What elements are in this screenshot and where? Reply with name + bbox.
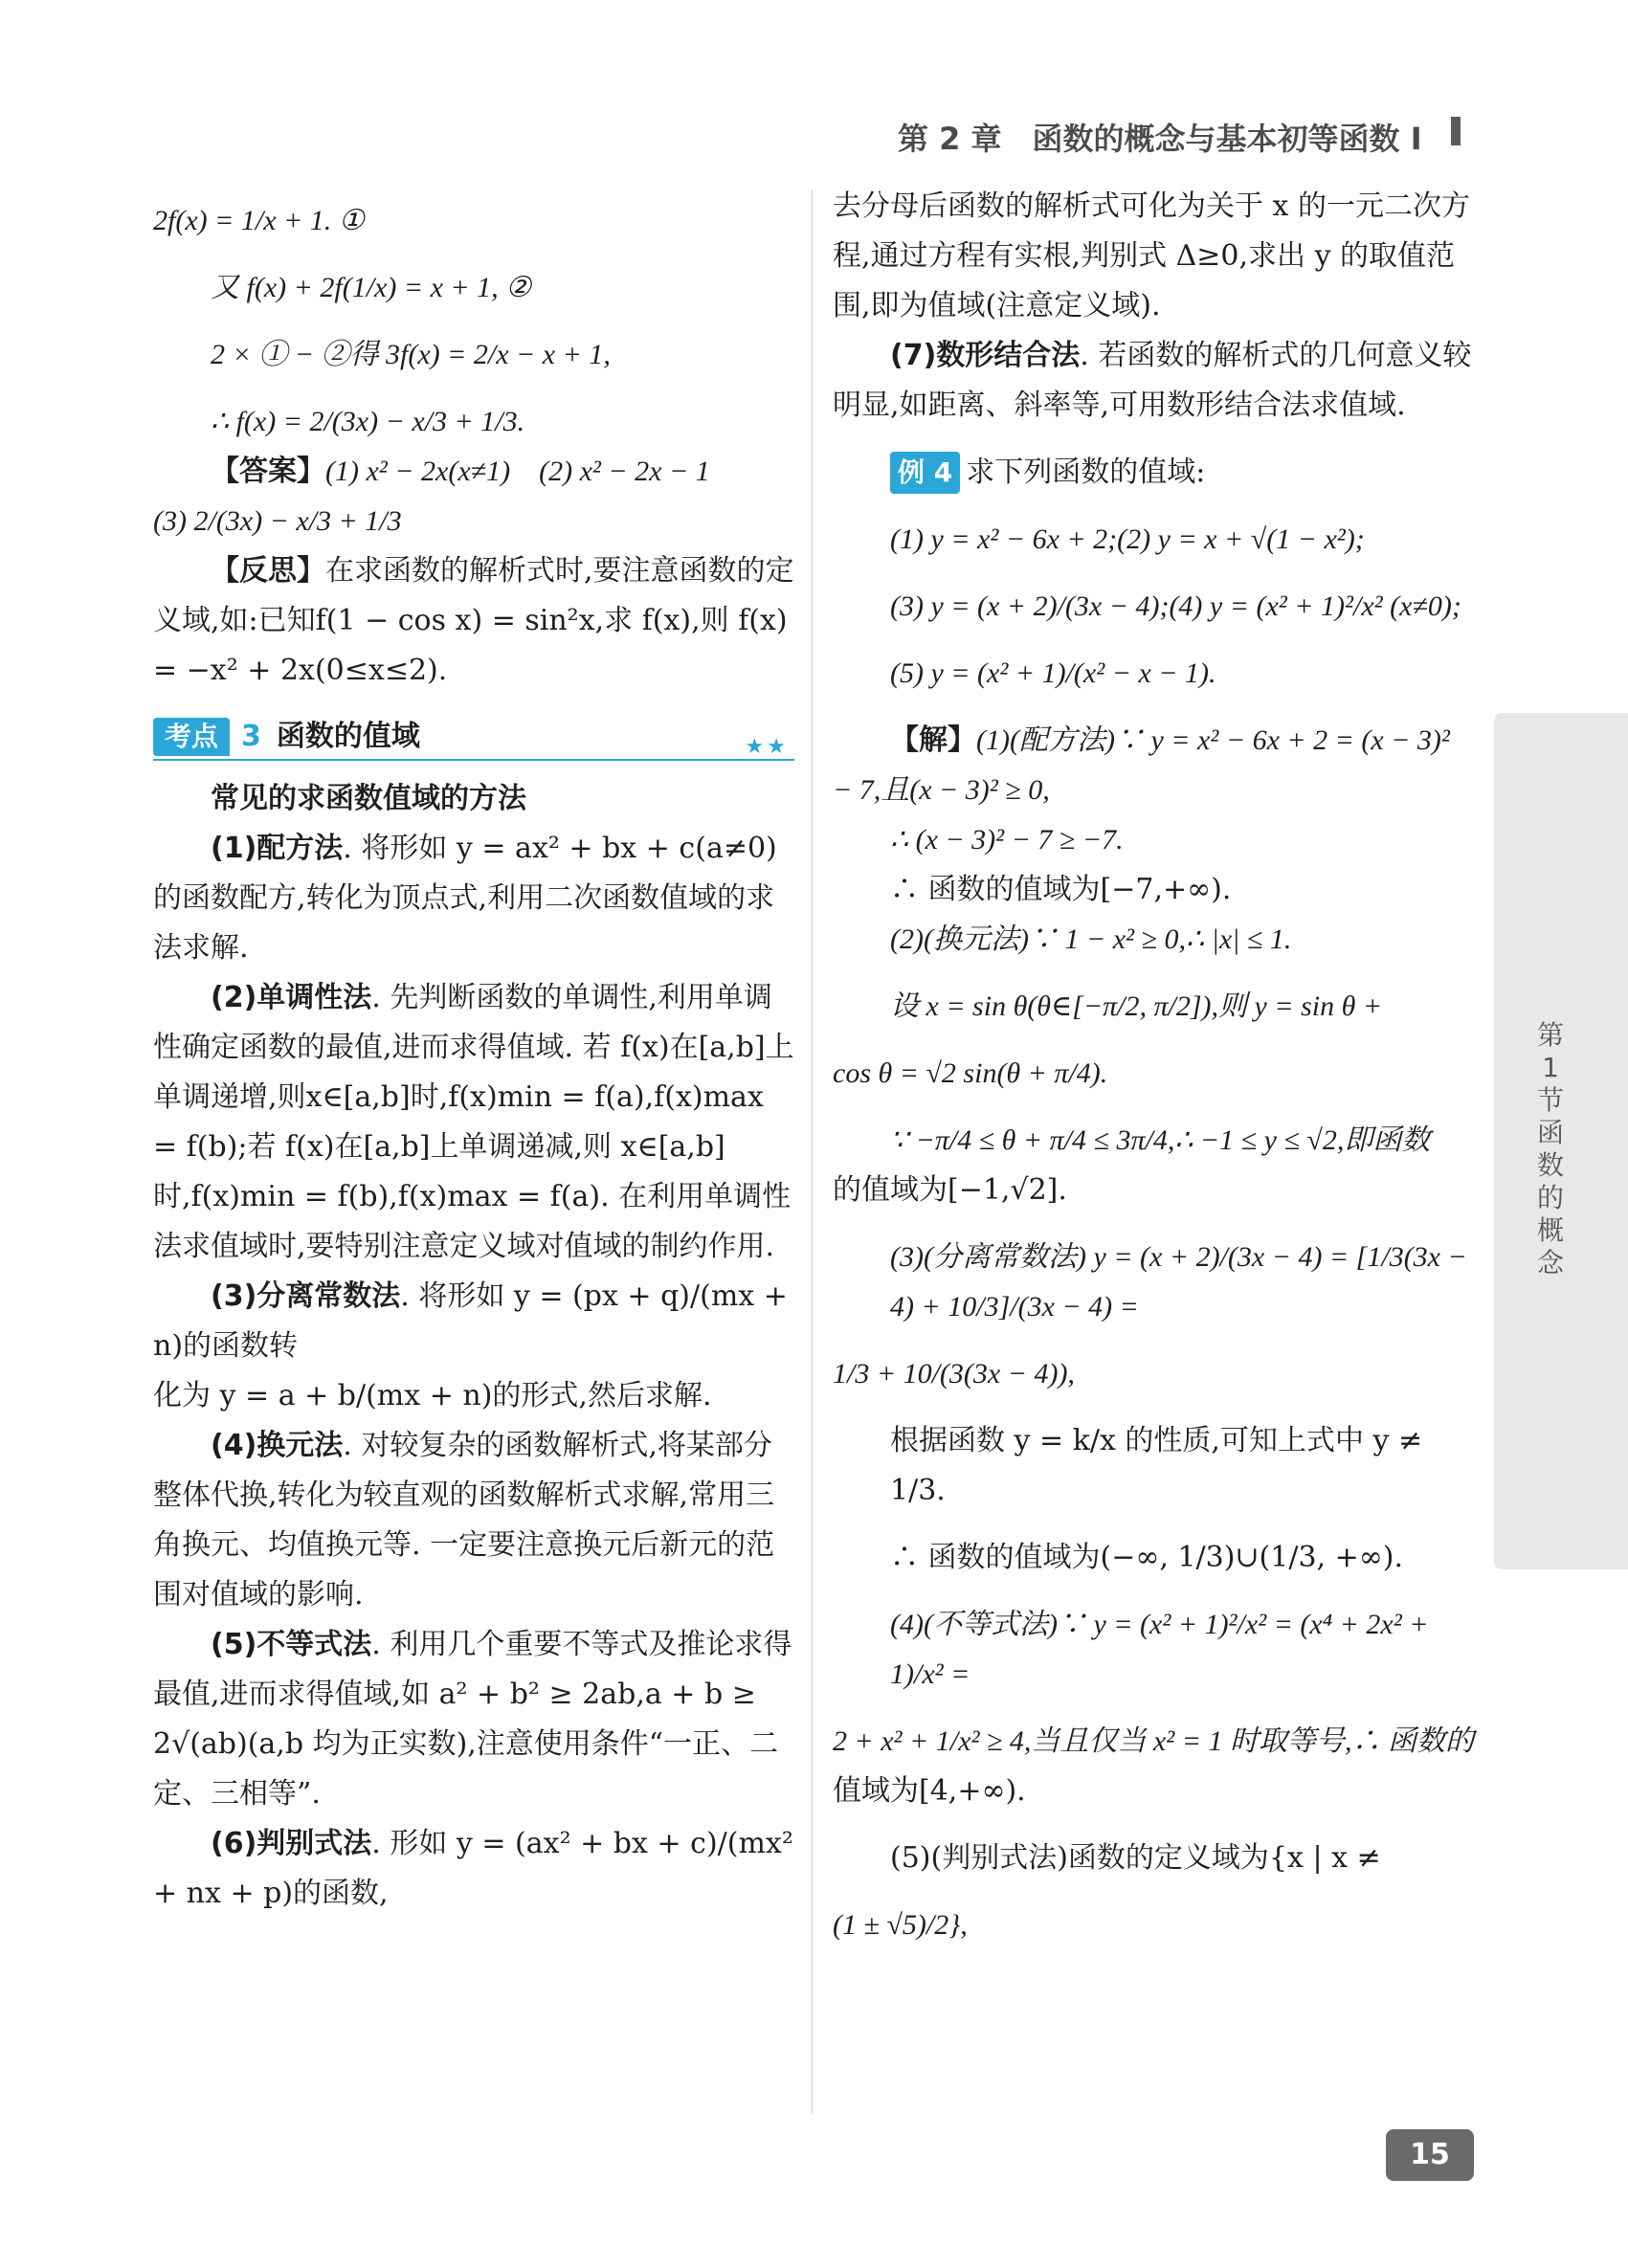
page-number: 15 <box>1386 2129 1474 2181</box>
left-column <box>153 196 794 1919</box>
header-bar <box>1451 117 1461 145</box>
answer-part-3: (3) 2/(3x) − x/3 + 1/3 <box>153 505 402 537</box>
method-4-text: . 对较复杂的函数解析式,将某部分整体代换,转化为较直观的函数解析式求解,常用三角换元、均值换元等. 一定要注意换元后新元的范围对值域的影响. <box>153 1429 775 1612</box>
side-tab-label: 第1节 函数的概念 <box>1536 1019 1564 1279</box>
method-2-text: . 先判断函数的单调性,利用单调性确定函数的最值,进而求得值域. 若 f(x)在[a,b]上单调递增,则x∈[a,b]时,f(x)min = f(a),f(x)max = f(b);若 f(x)在[a,b]上单调递减,则 x∈[a,b]时,f(x)min = f(b),f(x)max = f(a). 在利用单调性法求值域时,要特别注意定义域对值域的制约作用. <box>153 981 794 1263</box>
solution-12: ∴ 函数的值域为(−∞, 1/3)∪(1/3, +∞). <box>890 1541 1403 1574</box>
solution-11: 根据函数 y = k/x 的性质,可知上式中 y ≠ 1/3. <box>890 1424 1423 1507</box>
method-5 <box>153 1620 794 1819</box>
method-7 <box>833 331 1476 431</box>
solution-3: ∴ 函数的值域为[−7,+∞). <box>890 873 1232 906</box>
solution-16: (5)(判别式法)函数的定义域为{x | x ≠ <box>890 1841 1381 1875</box>
example-q2: (3) y = (x + 2)/(3x − 4);(4) y = (x² + 1)²/x² (x≠0); <box>890 590 1461 622</box>
solution-1 <box>833 716 1476 815</box>
answer-text: (1) x² − 2x(x≠1) (2) x² − 2x − 1 <box>325 456 710 487</box>
reflect-label: 【反思】 <box>211 554 325 588</box>
solution-17: (1 ± √5)/2}, <box>833 1909 968 1941</box>
method-3 <box>153 1272 794 1371</box>
example-q1: (1) y = x² − 6x + 2;(2) y = x + √(1 − x²); <box>890 523 1365 555</box>
solution-10: 1/3 + 10/(3(3x − 4)), <box>833 1358 1075 1390</box>
method-3-cont: 化为 y = a + b/(mx + n)的形式,然后求解. <box>153 1379 712 1412</box>
method-7-text: . 若函数的解析式的几何意义较明显,如距离、斜率等,可用数形结合法求值域. <box>833 339 1472 422</box>
methods-subtitle: 常见的求函数值域的方法 <box>211 782 526 815</box>
example-q3: (5) y = (x² + 1)/(x² − x − 1). <box>890 657 1216 689</box>
solution-2: ∴ (x − 3)² − 7 ≥ −7. <box>890 824 1124 856</box>
method-6-label: (6)判别式法 <box>211 1827 372 1860</box>
solution-1-text: (1)(配方法)∵ y = x² − 6x + 2 = (x − 3)² − 7,且(x − 3)² ≥ 0, <box>833 724 1450 806</box>
method-5-text: . 利用几个重要不等式及推论求得最值,进而求得值域,如 a² + b² ≥ 2ab,a + b ≥ 2√(ab)(a,b 均为正实数),注意使用条件“一正、二定、三相等”. <box>153 1628 792 1811</box>
reflect-text: 在求函数的解析式时,要注意函数的定义域,如:已知f(1 − cos x) = sin²x,求 f(x),则 f(x) = −x² + 2x(0≤x≤2). <box>153 554 794 687</box>
solution-9: (3)(分离常数法) y = (x + 2)/(3x − 4) = [1/3(3x − 4) + 10/3]/(3x − 4) = <box>890 1241 1467 1323</box>
method-3-text: . 将形如 y = (px + q)/(mx + n)的函数转 <box>153 1279 788 1363</box>
solution-13: (4)(不等式法)∵ y = (x² + 1)²/x² = (x⁴ + 2x² + 1)/x² = <box>890 1609 1429 1690</box>
method-3-label: (3)分离常数法 <box>211 1279 401 1313</box>
section-header <box>153 715 794 761</box>
section-number: 3 <box>241 720 261 753</box>
method-6-text: . 形如 y = (ax² + bx + c)/(mx² + nx + p)的函数, <box>153 1827 793 1910</box>
difficulty-stars-icon: ★★ <box>745 735 789 759</box>
example-badge: 例 4 <box>890 452 960 494</box>
solution-8: 的值域为[−1,√2]. <box>833 1173 1067 1207</box>
method-1 <box>153 824 794 973</box>
equation-4: ∴ f(x) = 2/(3x) − x/3 + 1/3. <box>211 406 525 437</box>
chapter-header: 第 2 章 函数的概念与基本初等函数 I <box>898 121 1422 157</box>
method-4 <box>153 1421 794 1620</box>
column-divider <box>812 189 813 2113</box>
answer-line <box>153 447 794 497</box>
solution-5: 设 x = sin θ(θ∈[−π/2, π/2]),则 y = sin θ + <box>890 990 1383 1022</box>
section-title: 函数的值域 <box>276 720 420 753</box>
method-1-text: . 将形如 y = ax² + bx + c(a≠0)的函数配方,转化为顶点式,利用二次函数值域的求法求解. <box>153 832 777 965</box>
solution-15: 值域为[4,+∞). <box>833 1774 1026 1808</box>
example-prompt: 求下列函数的值域: <box>966 456 1206 489</box>
solution-6: cos θ = √2 sin(θ + π/4). <box>833 1057 1108 1089</box>
method-6 <box>153 1819 794 1919</box>
method-7-label: (7)数形结合法 <box>890 339 1081 372</box>
equation-1: 2f(x) = 1/x + 1. ① <box>153 205 365 236</box>
method-1-label: (1)配方法 <box>211 832 344 865</box>
solution-14: 2 + x² + 1/x² ≥ 4,当且仅当 x² = 1 时取等号,∴ 函数的 <box>833 1725 1474 1757</box>
solution-7: ∵ −π/4 ≤ θ + π/4 ≤ 3π/4,∴ −1 ≤ y ≤ √2,即函数 <box>890 1124 1431 1156</box>
equation-3: 2 × ① − ②得 3f(x) = 2/x − x + 1, <box>211 339 611 370</box>
method-5-label: (5)不等式法 <box>211 1628 372 1661</box>
section-badge: 考点 <box>153 718 230 756</box>
equation-2: 又 f(x) + 2f(1/x) = x + 1, ② <box>211 272 532 303</box>
method-2 <box>153 973 794 1272</box>
solution-label: 【解】 <box>890 723 976 757</box>
method-2-label: (2)单调性法 <box>211 981 372 1014</box>
answer-label: 【答案】 <box>211 455 325 488</box>
method-6-cont: 去分母后函数的解析式可化为关于 x 的一元二次方程,通过方程有实根,判别式 Δ≥0,求出 y 的取值范围,即为值域(注意定义域). <box>833 189 1470 322</box>
reflect-paragraph <box>153 546 794 696</box>
example-heading <box>833 448 1476 498</box>
solution-4: (2)(换元法)∵ 1 − x² ≥ 0,∴ |x| ≤ 1. <box>890 923 1292 955</box>
right-column <box>833 182 1476 1950</box>
method-4-label: (4)换元法 <box>211 1429 344 1462</box>
